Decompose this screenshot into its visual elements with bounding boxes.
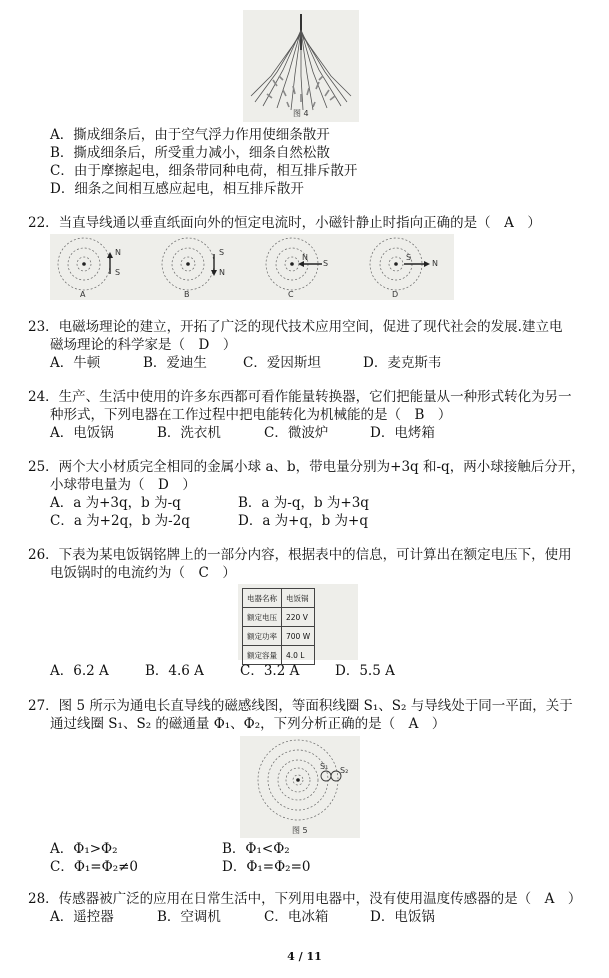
page-number: 4 / 11: [287, 950, 322, 963]
compass-diagram-d: [370, 238, 430, 290]
nameplate-figure: [238, 584, 358, 660]
q28-option-c: C．电冰箱: [264, 909, 329, 925]
figure-4-image: [243, 10, 359, 122]
q26-option-c: C．3.2 A: [240, 663, 300, 679]
figure-5: [240, 736, 360, 838]
figure-4-caption: 图 4: [293, 109, 309, 118]
q23-stem-line-2: 磁场理论的科学家是（ D ）: [50, 337, 237, 353]
q28-option-b: B．空调机: [157, 909, 221, 925]
compass-diagram-c: [266, 238, 322, 290]
q22-c-mark-n: N: [302, 253, 308, 262]
q27-option-c: C．Φ₁=Φ₂≠0: [50, 859, 139, 875]
q25-option-d: D．a 为+q，b 为+q: [238, 513, 369, 529]
table-cell: 220 V: [282, 608, 315, 627]
figure-5-mark-s2: S₂: [340, 766, 349, 775]
q22-a-mark-n: N: [115, 248, 121, 257]
compass-diagram-a: [58, 238, 113, 290]
q27-option-a: A．Φ₁>Φ₂: [50, 841, 118, 857]
table-row: [243, 608, 315, 627]
figure-5-diagram: [240, 736, 360, 838]
table-cell: 额定电压: [243, 608, 282, 627]
q27-stem-line-2: 通过线圈 S₁、S₂ 的磁通量 Φ₁、Φ₂，下列分析正确的是（ A ）: [50, 716, 446, 732]
q22-stem: 22．当直导线通以垂直纸面向外的恒定电流时，小磁针静止时指向正确的是（ A ）: [28, 215, 541, 231]
q25-stem-line-2: 小球带电量为（ D ）: [50, 477, 196, 493]
figure-4: [243, 10, 359, 122]
q23-option-a: A．牛顿: [50, 355, 101, 371]
q24-stem-line-2: 种形式，下列电器在工作过程中把电能转化为机械能的是（ B ）: [50, 407, 452, 423]
table-row: [243, 627, 315, 646]
q27-option-b: B．Φ₁<Φ₂: [222, 841, 290, 857]
q22-label-c: C: [288, 290, 294, 299]
q25-option-c: C．a 为+2q，b 为-2q: [50, 513, 190, 529]
q22-b-mark-n: N: [219, 268, 225, 277]
q26-stem-line-2: 电饭锅时的电流约为（ C ）: [50, 565, 236, 581]
q21-option-d: D．细条之间相互感应起电，相互排斥散开: [50, 181, 304, 197]
table-row: [243, 589, 315, 608]
nameplate-table: [242, 588, 315, 665]
q26-option-a: A．6.2 A: [50, 663, 109, 679]
table-cell: 电饭锅: [282, 589, 315, 608]
q22-label-d: D: [392, 290, 399, 299]
q28-stem: 28．传感器被广泛的应用在日常生活中，下列用电器中，没有使用温度传感器的是（ A ）: [28, 891, 582, 907]
q22-label-b: B: [184, 290, 190, 299]
q24-option-a: A．电饭锅: [50, 425, 114, 441]
q28-option-d: D．电饭锅: [370, 909, 435, 925]
table-cell: 4.0 L: [282, 646, 315, 665]
q23-option-c: C．爱因斯坦: [243, 355, 321, 371]
q27-option-d: D．Φ₁=Φ₂=0: [222, 859, 311, 875]
q23-stem-line-1: 23．电磁场理论的建立，开拓了广泛的现代技术应用空间，促进了现代社会的发展.建立电: [28, 319, 563, 335]
q21-option-c: C．由于摩擦起电，细条带同种电荷，相互排斥散开: [50, 163, 358, 179]
figure-5-mark-s1: S₁: [320, 762, 329, 771]
q24-stem-line-1: 24．生产、生活中使用的许多东西都可看作能量转换器，它们把能量从一种形式转化为另一: [28, 389, 572, 405]
q28-option-a: A．遥控器: [50, 909, 114, 925]
q27-stem-line-1: 27．图 5 所示为通电长直导线的磁感线图，等面积线圈 S₁、S₂ 与导线处于同一平面，关于: [28, 698, 573, 714]
q26-option-b: B．4.6 A: [145, 663, 204, 679]
figure-5-caption: 图 5: [292, 826, 308, 835]
q21-option-a: A．撕成细条后，由于空气浮力作用使细条散开: [50, 127, 330, 143]
q23-option-d: D．麦克斯韦: [363, 355, 442, 371]
q21-option-b: B．撕成细条后，所受重力减小，细条自然松散: [50, 145, 330, 161]
q24-option-b: B．洗衣机: [157, 425, 221, 441]
q26-stem-line-1: 26．下表为某电饭锅铭牌上的一部分内容，根据表中的信息，可计算出在额定电压下，使用: [28, 547, 572, 563]
q22-d-mark-s: S: [406, 253, 412, 262]
table-cell: 额定功率: [243, 627, 282, 646]
q25-option-b: B．a 为-q，b 为+3q: [238, 495, 369, 511]
q22-c-mark-s: S: [323, 259, 329, 268]
q22-d-mark-n: N: [432, 259, 438, 268]
q24-option-d: D．电烤箱: [370, 425, 435, 441]
table-cell: 700 W: [282, 627, 315, 646]
q22-a-mark-s: S: [115, 268, 121, 277]
table-cell: 电器名称: [243, 589, 282, 608]
q22-label-a: A: [80, 290, 86, 299]
q23-option-b: B．爱迪生: [143, 355, 207, 371]
q22-b-mark-s: S: [219, 248, 225, 257]
q26-option-d: D．5.5 A: [335, 663, 395, 679]
q25-option-a: A．a 为+3q，b 为-q: [50, 495, 181, 511]
table-cell: 额定容量: [243, 646, 282, 665]
q24-option-c: C．微波炉: [264, 425, 329, 441]
q25-stem-line-1: 25．两个大小材质完全相同的金属小球 a、b，带电量分别为+3q 和-q，两小球接触后分开，: [28, 459, 585, 475]
compass-diagram-b: [162, 238, 217, 290]
q22-figure: [50, 234, 454, 300]
